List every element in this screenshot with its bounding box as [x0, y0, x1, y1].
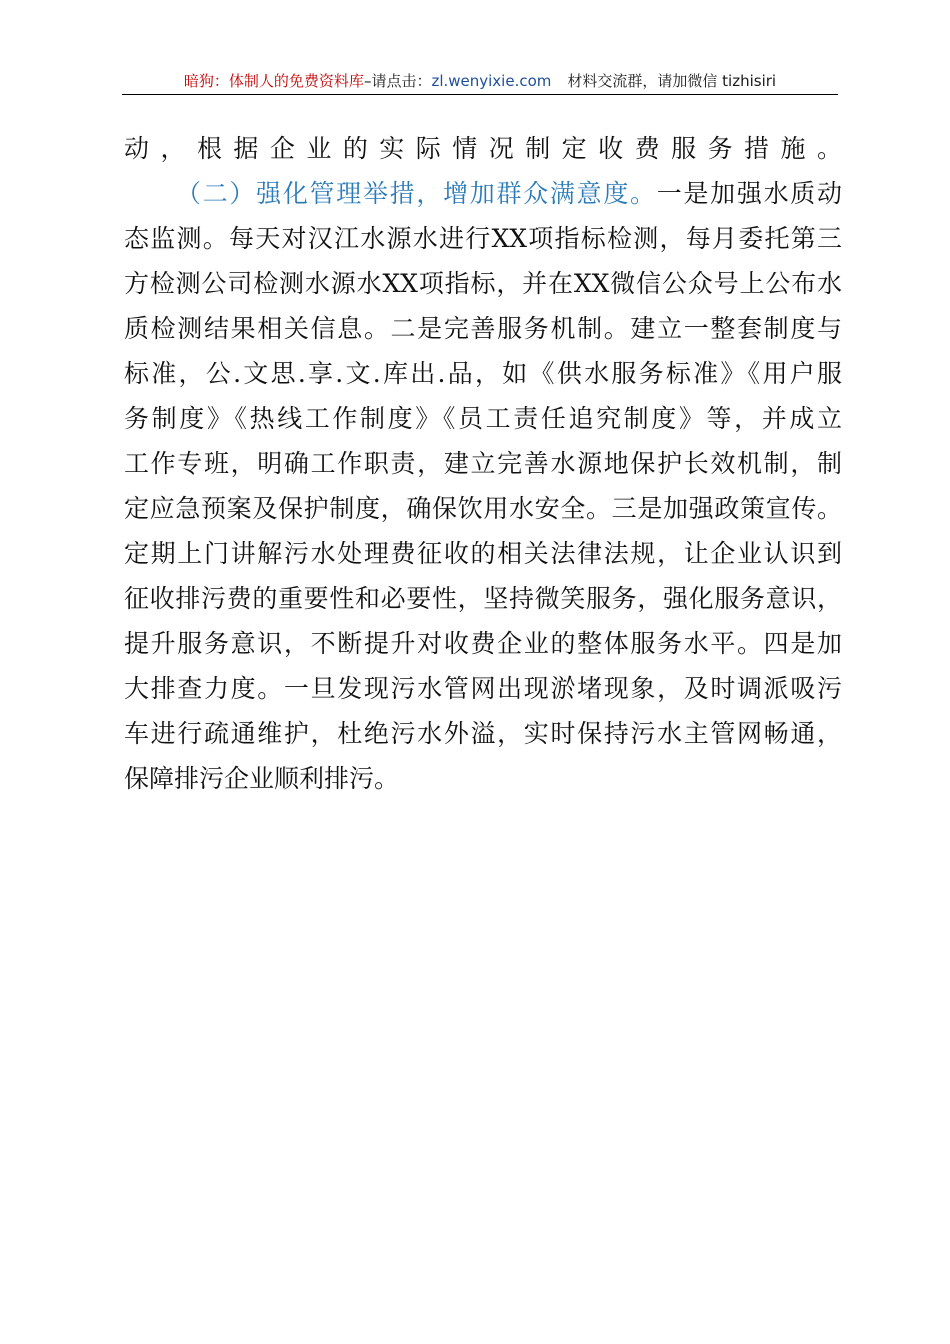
paragraph-line: 标准，公.文思.享.文.库出.品，如《供水服务标准》《用户服	[124, 359, 842, 388]
paragraph-line-text: 一是加强水质动	[656, 179, 842, 208]
paragraph-line: 方检测公司检测水源水XX项指标，并在XX微信公众号上公布水	[124, 269, 842, 298]
paragraph-line: 态监测。每天对汉江水源水进行XX项指标检测，每月委托第三	[124, 224, 842, 253]
paragraph-line: 定应急预案及保护制度，确保饮用水安全。三是加强政策宣传。	[124, 494, 842, 523]
section-heading-line	[124, 171, 842, 216]
header-url-link[interactable]: zl.wenyixie.com	[431, 72, 552, 90]
paragraph-line: 保障排污企业顺利排污。	[124, 764, 400, 793]
paragraph-line: 车进行疏通维护，杜绝污水外溢，实时保持污水主管网畅通，	[124, 719, 842, 748]
paragraph-line: 质检测结果相关信息。二是完善服务机制。建立一整套制度与	[124, 314, 842, 343]
header-click-label: –请点击：	[363, 72, 432, 90]
header-contact: 材料交流群，请加微信 tizhisiri	[567, 72, 777, 90]
document-body	[124, 126, 842, 801]
paragraph-line: 动，根据企业的实际情况制定收费服务措施。	[124, 134, 842, 163]
paragraph-line: 征收排污费的重要性和必要性，坚持微笑服务，强化服务意识，	[124, 584, 842, 613]
header-brand: 暗狗：体制人的免费资料库	[183, 72, 364, 90]
paragraph-line: 提升服务意识，不断提升对收费企业的整体服务水平。四是加	[124, 629, 842, 658]
page-header	[122, 70, 838, 95]
section-heading: （二）强化管理举措，增加群众满意度。	[176, 179, 657, 208]
paragraph-line: 定期上门讲解污水处理费征收的相关法律法规，让企业认识到	[124, 539, 842, 568]
paragraph-line: 工作专班，明确工作职责，建立完善水源地保护长效机制，制	[124, 449, 842, 478]
paragraph-line: 务制度》《热线工作制度》《员工责任追究制度》等，并成立	[124, 404, 842, 433]
paragraph-line: 大排查力度。一旦发现污水管网出现淤堵现象，及时调派吸污	[124, 674, 842, 703]
